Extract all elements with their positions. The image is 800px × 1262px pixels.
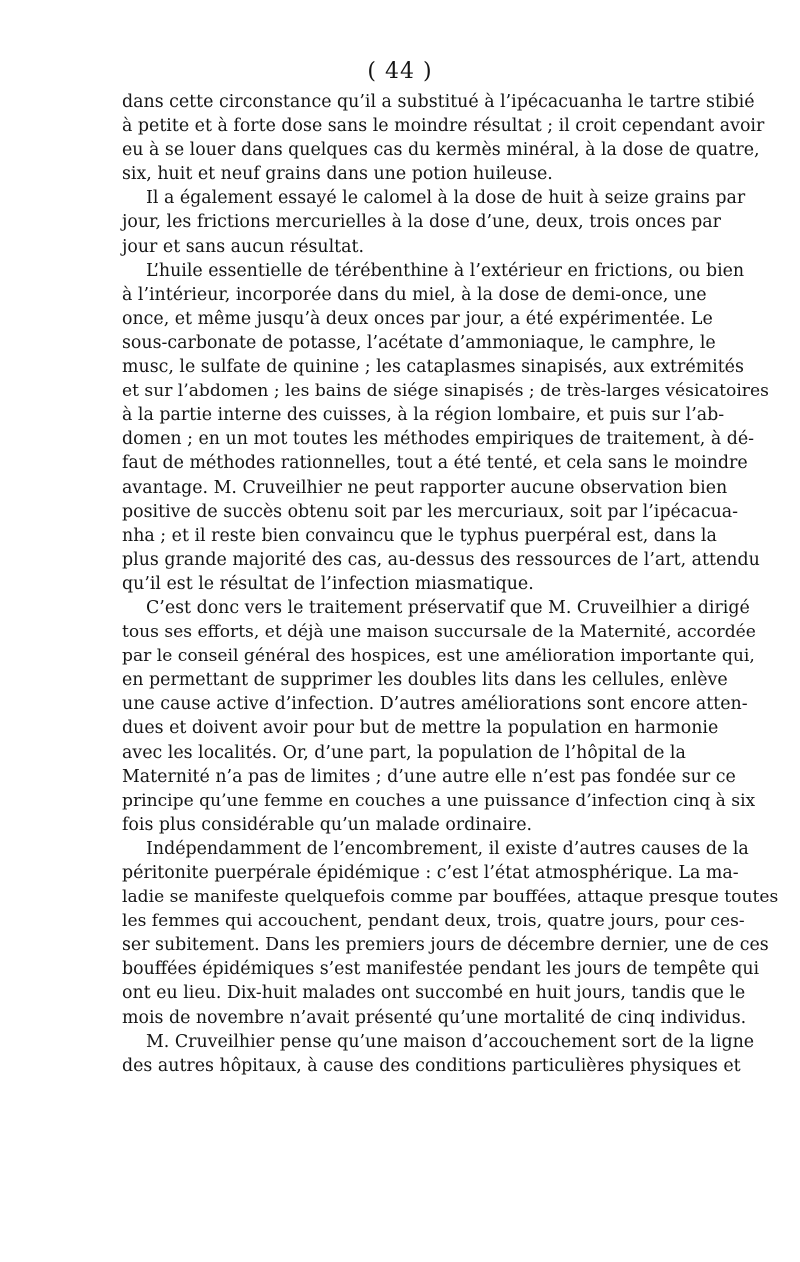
paragraph-first-line: C’est donc vers le traitement préservatif que M. Cruveilhier a dirigé [146, 597, 750, 618]
paragraph-first-line: M. Cruveilhier pense qu’une maison d’accouchement sort de la ligne [146, 1031, 755, 1052]
text-line: ladie se manifeste quelquefois comme par bouffées, attaque presque toutes [122, 887, 779, 908]
text-line: qu’il est le résultat de l’infection miasmatique. [122, 573, 534, 594]
text-line: dues et doivent avoir pour but de mettre la population en harmonie [122, 718, 719, 739]
text-line: avec les localités. Or, d’une part, la population de l’hôpital de la [122, 742, 686, 763]
text-line: à l’intérieur, incorporée dans du miel, à la dose de demi-once, une [122, 284, 707, 305]
text-line: domen ; en un mot toutes les méthodes empiriques de traitement, à dé- [122, 429, 755, 450]
text-line: les femmes qui accouchent, pendant deux, trois, quatre jours, pour ces- [122, 911, 745, 932]
text-line: fois plus considérable qu’un malade ordinaire. [122, 814, 533, 835]
text-line: une cause active d’infection. D’autres améliorations sont encore atten- [122, 694, 748, 715]
paragraph-first-line: Il a également essayé le calomel à la dose de huit à seize grains par [146, 188, 746, 209]
text-line: once, et même jusqu’à deux onces par jour, a été expérimentée. Le [122, 308, 713, 329]
text-line: avantage. M. Cruveilhier ne peut rapporter aucune observation bien [122, 477, 728, 498]
text-line: six, huit et neuf grains dans une potion huileuse. [122, 164, 553, 185]
text-line: jour, les frictions mercurielles à la dose d’une, deux, trois onces par [122, 212, 721, 233]
text-line: des autres hôpitaux, à cause des conditions particulières physiques et [122, 1055, 741, 1076]
text-line: principe qu’une femme en couches a une puissance d’infection cinq à six [122, 790, 756, 811]
text-line: musc, le sulfate de quinine ; les cataplasmes sinapisés, aux extrémités [122, 357, 744, 378]
text-line: nha ; et il reste bien convaincu que le typhus puerpéral est, dans la [122, 525, 717, 546]
text-line: plus grande majorité des cas, au-dessus des ressources de l’art, attendu [122, 549, 760, 570]
body-text [122, 90, 779, 1078]
text-line: Maternité n’a pas de limites ; d’une autre elle n’est pas fondée sur ce [122, 766, 736, 787]
text-line: à petite et à forte dose sans le moindre résultat ; il croit cependant avoir [122, 116, 765, 137]
text-line: sous-carbonate de potasse, l’acétate d’ammoniaque, le camphre, le [122, 332, 716, 353]
text-line: péritonite puerpérale épidémique : c’est l’état atmosphérique. La ma- [122, 863, 739, 883]
text-line: à la partie interne des cuisses, à la région lombaire, et puis sur l’ab- [122, 405, 725, 426]
text-line: ont eu lieu. Dix-huit malades ont succombé en huit jours, tandis que le [122, 983, 746, 1004]
text-line: faut de méthodes rationnelles, tout a été tenté, et cela sans le moindre [122, 453, 748, 474]
paragraph-first-line: Indépendamment de l’encombrement, il existe d’autres causes de la [146, 838, 749, 859]
text-line: et sur l’abdomen ; les bains de siége sinapisés ; de très-larges vésicatoires [122, 381, 769, 402]
text-line: tous ses efforts, et déjà une maison succursale de la Maternité, accordée [122, 622, 756, 643]
text-line: mois de novembre n’avait présenté qu’une mortalité de cinq individus. [122, 1007, 747, 1028]
text-line: positive de succès obtenu soit par les mercuriaux, soit par l’ipécacua- [122, 501, 739, 522]
paragraph-first-line: L’huile essentielle de térébenthine à l’extérieur en frictions, ou bien [146, 260, 745, 281]
text-line: ser subitement. Dans les premiers jours de décembre dernier, une de ces [122, 935, 769, 956]
text-line: dans cette circonstance qu’il a substitué à l’ipécacuanha le tartre stibié [122, 92, 755, 112]
text-line: jour et sans aucun résultat. [122, 236, 365, 257]
text-line: eu à se louer dans quelques cas du kermès minéral, à la dose de quatre, [122, 140, 760, 161]
text-line: par le conseil général des hospices, est une amélioration importante qui, [122, 646, 755, 667]
page-number: ( 44 ) [367, 59, 433, 84]
text-line: en permettant de supprimer les doubles lits dans les cellules, enlève [122, 670, 728, 691]
text-line: bouffées épidémiques s’est manifestée pendant les jours de tempête qui [122, 959, 760, 980]
